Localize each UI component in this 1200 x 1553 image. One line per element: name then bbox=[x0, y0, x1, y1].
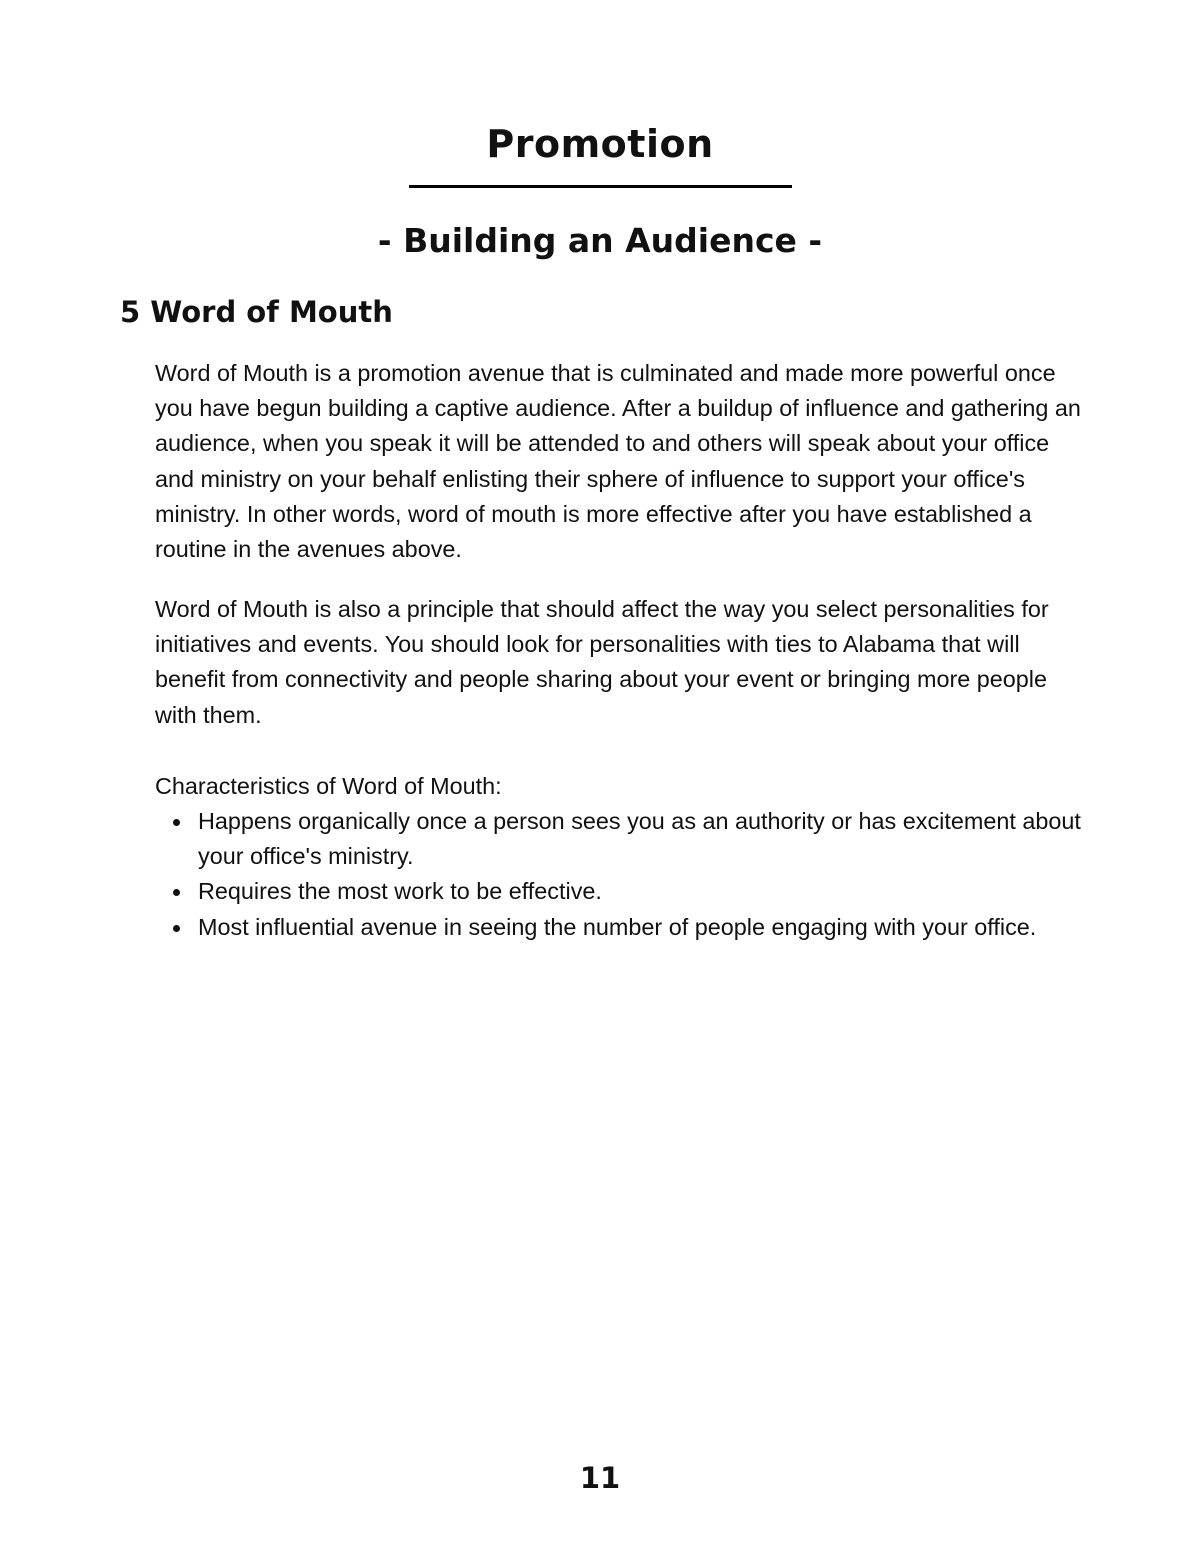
list-item-text: Most influential avenue in seeing the number of people engaging with your office. bbox=[198, 913, 1037, 940]
list-item bbox=[155, 910, 1090, 945]
page-subtitle: - Building an Audience - bbox=[377, 221, 823, 260]
list-item-text: Happens organically once a person sees you as an authority or has excitement about your office's ministry. bbox=[198, 808, 1081, 870]
page-title: Promotion bbox=[486, 122, 714, 166]
list-item-text: Requires the most work to be effective. bbox=[198, 878, 602, 905]
bullet-icon bbox=[173, 889, 180, 896]
characteristics-heading: Characteristics of Word of Mouth: bbox=[155, 773, 502, 799]
bullet-icon bbox=[173, 925, 180, 932]
page-number: 11 bbox=[579, 1461, 621, 1495]
list-item bbox=[155, 874, 1090, 909]
body-paragraph-2: Word of Mouth is also a principle that should affect the way you select personalities for initiatives and events. You should look for personalities with ties to Alabama that will benefit from connectivity and people sharing about your event or bringing more people with them. bbox=[155, 596, 1049, 728]
list-item bbox=[155, 804, 1090, 874]
bullet-icon bbox=[173, 819, 180, 826]
body-paragraph-1: Word of Mouth is a promotion avenue that is culminated and made more powerful once you have begun building a captive audience. After a buildup of influence and gathering an audience, when you speak it will be attended to and others will speak about your office and ministry on your behalf enlisting their sphere of influence to support your office's ministry. In other words, word of mouth is more effective after you have established a routine in the avenues above. bbox=[155, 360, 1081, 563]
title-underline bbox=[409, 185, 792, 188]
characteristics-list bbox=[155, 804, 1090, 945]
section-heading: 5 Word of Mouth bbox=[120, 295, 393, 329]
